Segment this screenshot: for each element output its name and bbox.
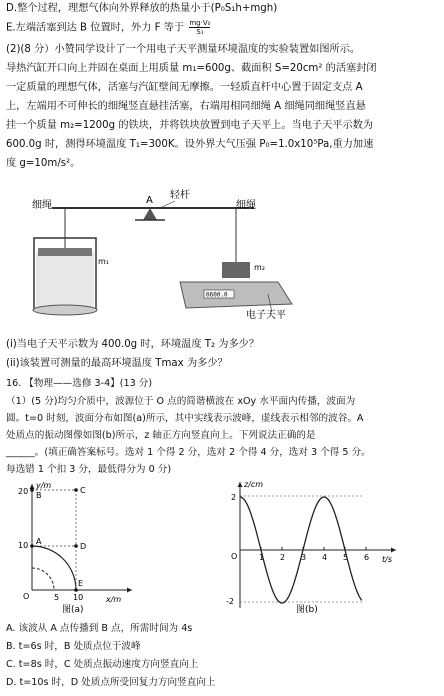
fig-a-tick-y-20: 20 (18, 487, 29, 496)
fraction-denominator: S₁ (196, 28, 204, 36)
fig-a-point-c: C (80, 486, 86, 495)
fig-b-tick-neg: -2 (226, 597, 234, 606)
fig-b-tick-pos: 2 (231, 493, 237, 502)
fig-b-tick-label: 1 (259, 553, 265, 562)
q16-line-5: 每选错 1 个扣 3 分，最低得分为 0 分) (6, 464, 172, 475)
fig-b-tick-label: 4 (322, 553, 328, 562)
fig-b-tick-label: 2 (280, 553, 286, 562)
fig-b-t-label: t/s (382, 555, 392, 564)
figure-b (214, 478, 402, 616)
option-e-line: E.左端活塞到达 B 位置时，外力 F 等于 $\frac{\text{mg·V₀}}{\text{S₁}}$ (6, 19, 211, 36)
label-rope-right: 细绳 (236, 200, 256, 211)
fig-a-origin: O (23, 592, 30, 601)
q16-title: 16. 【物理——选修 3-4】(13 分) (6, 378, 153, 389)
fig-a-x-label: x/m (106, 595, 122, 604)
option-d: D. t=10s 时，D 处质点所受回复力方向竖直向上 (6, 677, 216, 688)
piston (38, 248, 92, 256)
label-balance: 电子天平 (246, 310, 286, 321)
option-d-line: D.整个过程，理想气体向外界释放的热量小于(P₀S₁h+mgh) (6, 3, 278, 14)
fig-a-tick-x-10: 10 (73, 593, 84, 602)
label-rope-left: 细绳 (32, 200, 52, 211)
q16-line-1: （1）(5 分)均匀介质中，波源位于 O 点的简谐横波在 xOy 水平面内传播，波面为 (6, 396, 356, 407)
question-ii: (ii)该装置可测量的最高环境温度 Tmax 为多少？ (6, 358, 228, 369)
fig-a-caption: 图(a) (62, 605, 84, 615)
fig-a-tick-y-10: 10 (18, 541, 29, 550)
fig-a-point-b: B (36, 491, 42, 500)
label-m2: m₂ (254, 263, 265, 272)
fig-b-caption: 图(b) (296, 605, 318, 615)
fig-a-point-d: D (80, 542, 87, 551)
label-m1: m₁ (98, 257, 109, 266)
option-a: A. 该波从 A 点传播到 B 点，所需时间为 4s (6, 623, 193, 634)
fig-b-tick-label: 3 (301, 553, 307, 562)
option-c: C. t=8s 时，C 处质点振动速度方向竖直向上 (6, 659, 199, 670)
fig-b-tick-label: 6 (364, 553, 370, 562)
label-a: A (146, 195, 153, 206)
part2-line-6: 600.0g 时，测得环境温度 T₁=300K。设外界大气压强 P₀=1.0x10⁵Pa,重力加速 (6, 139, 374, 150)
part2-line-4: 上，左端用不可伸长的细绳竖直悬挂活塞，右端用相同细绳 A 细绳同细绳竖直悬 (6, 101, 366, 112)
part2-line-5: 挂一个质量 m₂=1200g 的铁块，并将铁块放置到电子天平上。当电子天平示数为 (6, 120, 374, 131)
fig-b-origin: O (231, 552, 238, 561)
fig-a-y-label: y/m (36, 481, 52, 490)
q16-line-4: ______。(填正确答案标号。选对 1 个得 2 分，选对 2 个得 4 分，选对 3 个得 5 分。 (6, 447, 371, 458)
fig-a-tick-x-5: 5 (54, 593, 60, 602)
fig-a-point-e: E (78, 579, 84, 588)
figure-a (10, 478, 140, 616)
scale-display: 0600.0 (206, 291, 228, 299)
part2-line-3: 一定质量的理想气体，活塞与汽缸壁间无摩擦。一轻质直杆中心置于固定支点 A (6, 82, 363, 93)
option-b: B. t=6s 时，B 处质点位于波峰 (6, 641, 141, 652)
q16-line-3: 处质点的振动图像如图(b)所示，z 轴正方向竖直向上。下列说法正确的是 (6, 430, 316, 441)
fraction-numerator: mg·V₀ (189, 19, 211, 27)
part2-line-2: 导热汽缸开口向上并固在桌面上用质量 m₁=600g、截面积 S=20cm² 的活塞封闭 (6, 63, 377, 74)
label-rod: 轻杆 (170, 190, 190, 201)
part2-line-1: (2)(8 分）小赞同学设计了一个用电子天平测量环境温度的实验装置如图所示。 (6, 44, 361, 55)
iron-block (222, 262, 250, 278)
question-i: (i)当电子天平示数为 400.0g 时，环境温度 T₂ 为多少？ (6, 339, 260, 350)
q16-line-2: 圆。t=0 时刻，波面分布如图(a)所示，其中实线表示波峰，虚线表示相邻的波谷。A (6, 413, 364, 424)
fig-a-point-a: A (36, 537, 42, 546)
part2-line-7: 度 g=10m/s²。 (6, 158, 81, 169)
fig-b-z-label: z/cm (244, 480, 264, 489)
apparatus-figure (10, 186, 330, 322)
fig-b-tick-label: 5 (343, 553, 349, 562)
